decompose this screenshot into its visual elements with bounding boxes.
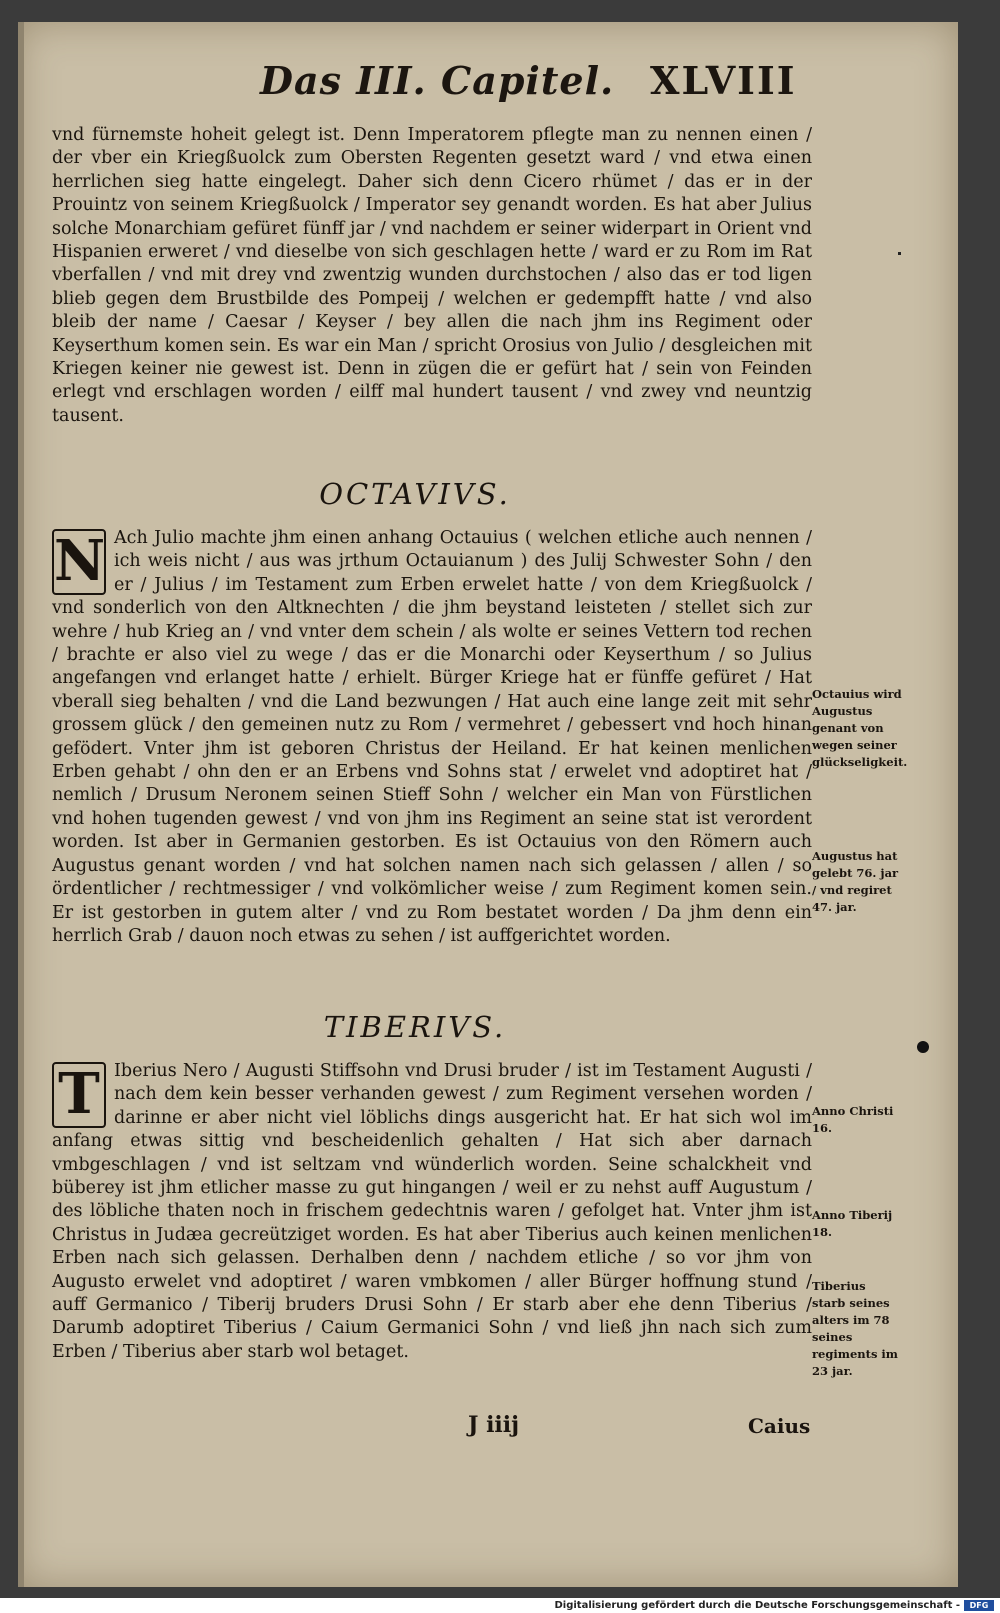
digitization-credit: Digitalisierung gefördert durch die Deutsche Forschungsgemeinschaft - [0, 1598, 1000, 1613]
dfg-logo-icon[interactable]: DFG [964, 1600, 994, 1611]
decorated-initial: N [54, 528, 106, 594]
margin-note-anno-tiberii: Anno Tiberij 18. [812, 1208, 893, 1239]
signature-mark: J iiij [468, 1412, 520, 1438]
section-octavius [52, 527, 812, 948]
page-header [40, 50, 820, 110]
section-tiberius [52, 1060, 812, 1364]
ink-dot [917, 1041, 929, 1053]
margin-note-augustus-age: Augustus hat gelebt 76. jar / vnd regiret 47. jar. [812, 849, 899, 914]
section-title-tiberius: TIBERIVS. [323, 1010, 507, 1044]
margin-note-tiberius-death: Tiberius starb seines alters im 78 seines regiments im 23 jar. [812, 1279, 898, 1378]
folio-number: XLVIII [650, 58, 797, 103]
page-gutter-edge [18, 22, 24, 1587]
margin-note-anno-christi: Anno Christi 16. [812, 1104, 894, 1135]
paragraph: Iberius Nero / Augusti Stiffsohn vnd Drusi bruder / ist im Testament Augusti / nach dem kein besser verhanden gewest / zum Regiment versehen worden / darinne er aber nicht viel löblichs dings ausgericht hat. Er hat sich wol im anfang etwas sittig vnd bescheidenlich gehalten / Hat sich aber darnach vmbgeschlagen / vnd ist seltzam vnd wünderlich worden. Seine schalckheit vnd büberey ist jhm etlicher masse zu gut hingangen / weil er zu nehst auff Augustum / des löbliche thaten noch in frischem gedechtnis waren / gefolget hat. Vnter jhm ist Christus in Judæa gecreütziget worden. Es hat aber Tiberius auch keinen menlichen Erben nach sich gelassen. Derhalben denn / nachdem etliche / so vor jhm von Augusto erwelet vnd adoptiret / waren vmbkomen / aller Bürger hoffnung stund / auff Germanico / Tiberij bruders Drusi Sohn / Er starb aber ehe denn Tiberius / Darumb adoptiret Tiberius / Caium Germanici Sohn / vnd ließ jhn nach sich zum Erben / Tiberius aber starb wol betaget. [52, 1061, 812, 1362]
margin-note-octavius-name: Octauius wird Augustus genant von wegen seiner glückseligkeit. [812, 687, 908, 769]
decorated-initial: T [52, 1062, 106, 1128]
paragraph: vnd fürnemste hoheit gelegt ist. Denn Imperatorem pflegte man zu nennen einen / der vber ein Kriegßuolck zum Obersten Regenten gesetzt ward / vnd etwa einen herrlichen sieg hatte eingelegt. Daher sich denn Cicero rhümet / das er in der Prouintz von seinem Kriegßuolck / Imperator sey genandt worden. Es hat aber Julius solche Monarchiam gefüret fünff jar / vnd nachdem er seiner widerpart in Orient vnd Hispanien erweret / vnd dieselbe von sich geschlagen hette / ward er zu Rom im Rat vberfallen / vnd mit drey vnd zwentzig wunden durchstochen / also das er tod ligen blieb gegen dem Brustbilde des Pompeij / welchen er gedempfft hatte / vnd also bleib der name / Caesar / Keyser / bey allen die nach jhm ins Regiment oder Keyserthum komen sein. Es war ein Man / spricht Orosius von Julio / desgleichen mit Kriegen keiner nie gewest ist. Denn in zügen die er gefürt hat / sein von Feinden erlegt vnd erschlagen worden / eilff mal hundert tausent / vnd zwey vnd neuntzig tausent. [52, 125, 812, 426]
section-title-octavius: OCTAVIVS. [319, 477, 511, 511]
ink-speck [898, 252, 901, 255]
section-julius-continuation [52, 124, 812, 428]
catchword: Caius [748, 1414, 811, 1438]
paragraph: Ach Julio machte jhm einen anhang Octauius ( welchen etliche auch nennen / ich weis nicht / aus was jrthum Octauianum ) des Julij Schwester Sohn / den er / Julius / im Testament zum Erben erwelet hatte / von dem Kriegßuolck / vnd sonderlich von den Altknechten / die jhm beystand leisteten / stellet sich zur wehre / hub Krieg an / vnd vnter dem schein / als wolte er seines Vettern tod rechen / brachte er also viel zu wege / das er die Monarchi oder Keyserthum / so Julius angefangen vnd erlanget hatte / erhielt. Bürger Kriege hat er fünffe gefüret / Hat vberall sieg behalten / vnd die Land bezwungen / Hat auch eine lange zeit mit sehr grossem glück / den gemeinen nutz zu Rom / vermehret / gebessert vnd hoch hinan gefödert. Vnter jhm ist geboren Christus der Heiland. Er hat keinen menlichen Erben gehabt / ohn den er an Erbens vnd Sohns stat / erwelet vnd adoptiret hat / nemlich / Drusum Neronem seinen Stieff Sohn / welcher ein Man von Fürstlichen vnd hohen tugenden gewest / vnd von jhm ins Regiment an seine stat ist verordent worden. Ist aber in Germanien gestorben. Es ist Octauius von den Römern auch Augustus genant worden / vnd hat solchen namen nach sich gelassen / allen / so ördentlicher / rechtmessiger / vnd volkömlicher weise / zum Regiment komen sein. Er ist gestorben in gutem alter / vnd zu Rom bestatet worden / Da jhm denn ein herrlich Grab / dauon noch etwas zu sehen / ist auffgerichtet worden. [52, 528, 812, 946]
running-head: Das III. Capitel. [260, 58, 615, 103]
